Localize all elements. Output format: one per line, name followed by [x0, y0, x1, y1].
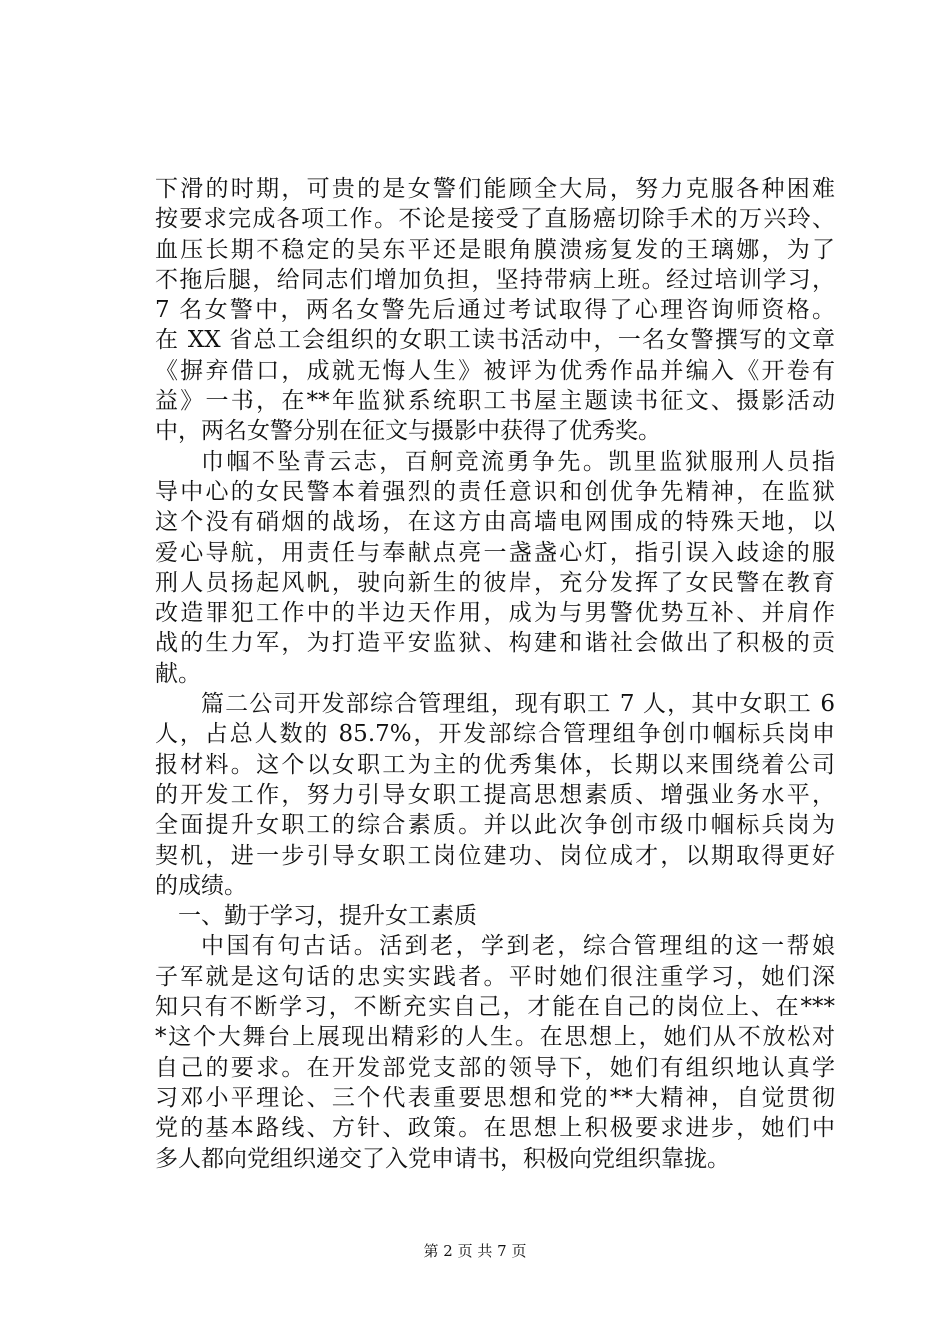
text-line: 报材料。这个以女职工为主的优秀集体，长期以来围绕着公司 — [155, 751, 835, 778]
text-line: 全面提升女职工的综合素质。并以此次争创市级巾帼标兵岗为 — [155, 812, 835, 839]
text-line: 子军就是这句话的忠实实践者。平时她们很注重学习，她们深 — [155, 963, 835, 990]
text-line: 献。 — [155, 660, 201, 687]
text-line: 中国有句古话。活到老，学到老，综合管理组的这一帮娘 — [201, 933, 835, 960]
section-heading: 一、勤于学习，提升女工素质 — [178, 903, 477, 930]
text-line: 篇二公司开发部综合管理组，现有职工 7 人，其中女职工 6 — [201, 691, 835, 718]
text-line: 导中心的女民警本着强烈的责任意识和创优争先精神，在监狱 — [155, 478, 835, 505]
text-line: 在 XX 省总工会组织的女职工读书活动中，一名女警撰写的文章 — [155, 327, 835, 354]
text-line: 爱心导航，用责任与奉献点亮一盏盏心灯，指引误入歧途的服 — [155, 539, 835, 566]
text-line: 巾帼不坠青云志，百舸竞流勇争先。凯里监狱服刑人员指 — [201, 448, 835, 475]
text-line: 的开发工作，努力引导女职工提高思想素质、增强业务水平， — [155, 781, 835, 808]
text-line: 多人都向党组织递交了入党申请书，积极向党组织靠拢。 — [155, 1145, 730, 1172]
text-line: 的成绩。 — [155, 872, 247, 899]
text-line: 改造罪犯工作中的半边天作用，成为与男警优势互补、并肩作 — [155, 600, 835, 627]
text-line: 益》一书，在**年监狱系统职工书屋主题读书征文、摄影活动 — [155, 388, 835, 415]
text-line: 按要求完成各项工作。不论是接受了直肠癌切除手术的万兴玲、 — [155, 206, 835, 233]
text-line: *这个大舞台上展现出精彩的人生。在思想上，她们从不放松对 — [155, 1024, 835, 1051]
text-line: 党的基本路线、方针、政策。在思想上积极要求进步，她们中 — [155, 1115, 835, 1142]
text-line: 刑人员扬起风帆，驶向新生的彼岸，充分发挥了女民警在教育 — [155, 569, 835, 596]
text-line: 《摒弃借口，成就无悔人生》被评为优秀作品并编入《开卷有 — [155, 357, 835, 384]
text-line: 中，两名女警分别在征文与摄影中获得了优秀奖。 — [155, 418, 661, 445]
text-line: 自己的要求。在开发部党支部的领导下，她们有组织地认真学 — [155, 1054, 835, 1081]
text-line: 下滑的时期，可贵的是女警们能顾全大局，努力克服各种困难 — [155, 176, 835, 202]
text-line: 契机，进一步引导女职工岗位建功、岗位成才，以期取得更好 — [155, 842, 835, 869]
text-line: 战的生力军，为打造平安监狱、构建和谐社会做出了积极的贡 — [155, 630, 835, 657]
text-line: 人，占总人数的 85.7%，开发部综合管理组争创巾帼标兵岗申 — [155, 721, 835, 748]
text-line: 7 名女警中，两名女警先后通过考试取得了心理咨询师资格。 — [155, 297, 835, 324]
text-line: 习邓小平理论、三个代表重要思想和党的**大精神，自觉贯彻 — [155, 1084, 835, 1111]
page-footer: 第 2 页 共 7 页 — [423, 1242, 527, 1260]
text-line: 这个没有硝烟的战场，在这方由高墙电网围成的特殊天地，以 — [155, 509, 835, 536]
text-line: 血压长期不稳定的吴东平还是眼角膜溃疡复发的王璃娜，为了 — [155, 236, 835, 263]
text-line: 不拖后腿，给同志们增加负担，坚持带病上班。经过培训学习， — [155, 266, 835, 293]
text-line: 知只有不断学习，不断充实自己，才能在自己的岗位上、在*** — [155, 994, 835, 1021]
body-text — [155, 174, 835, 1174]
